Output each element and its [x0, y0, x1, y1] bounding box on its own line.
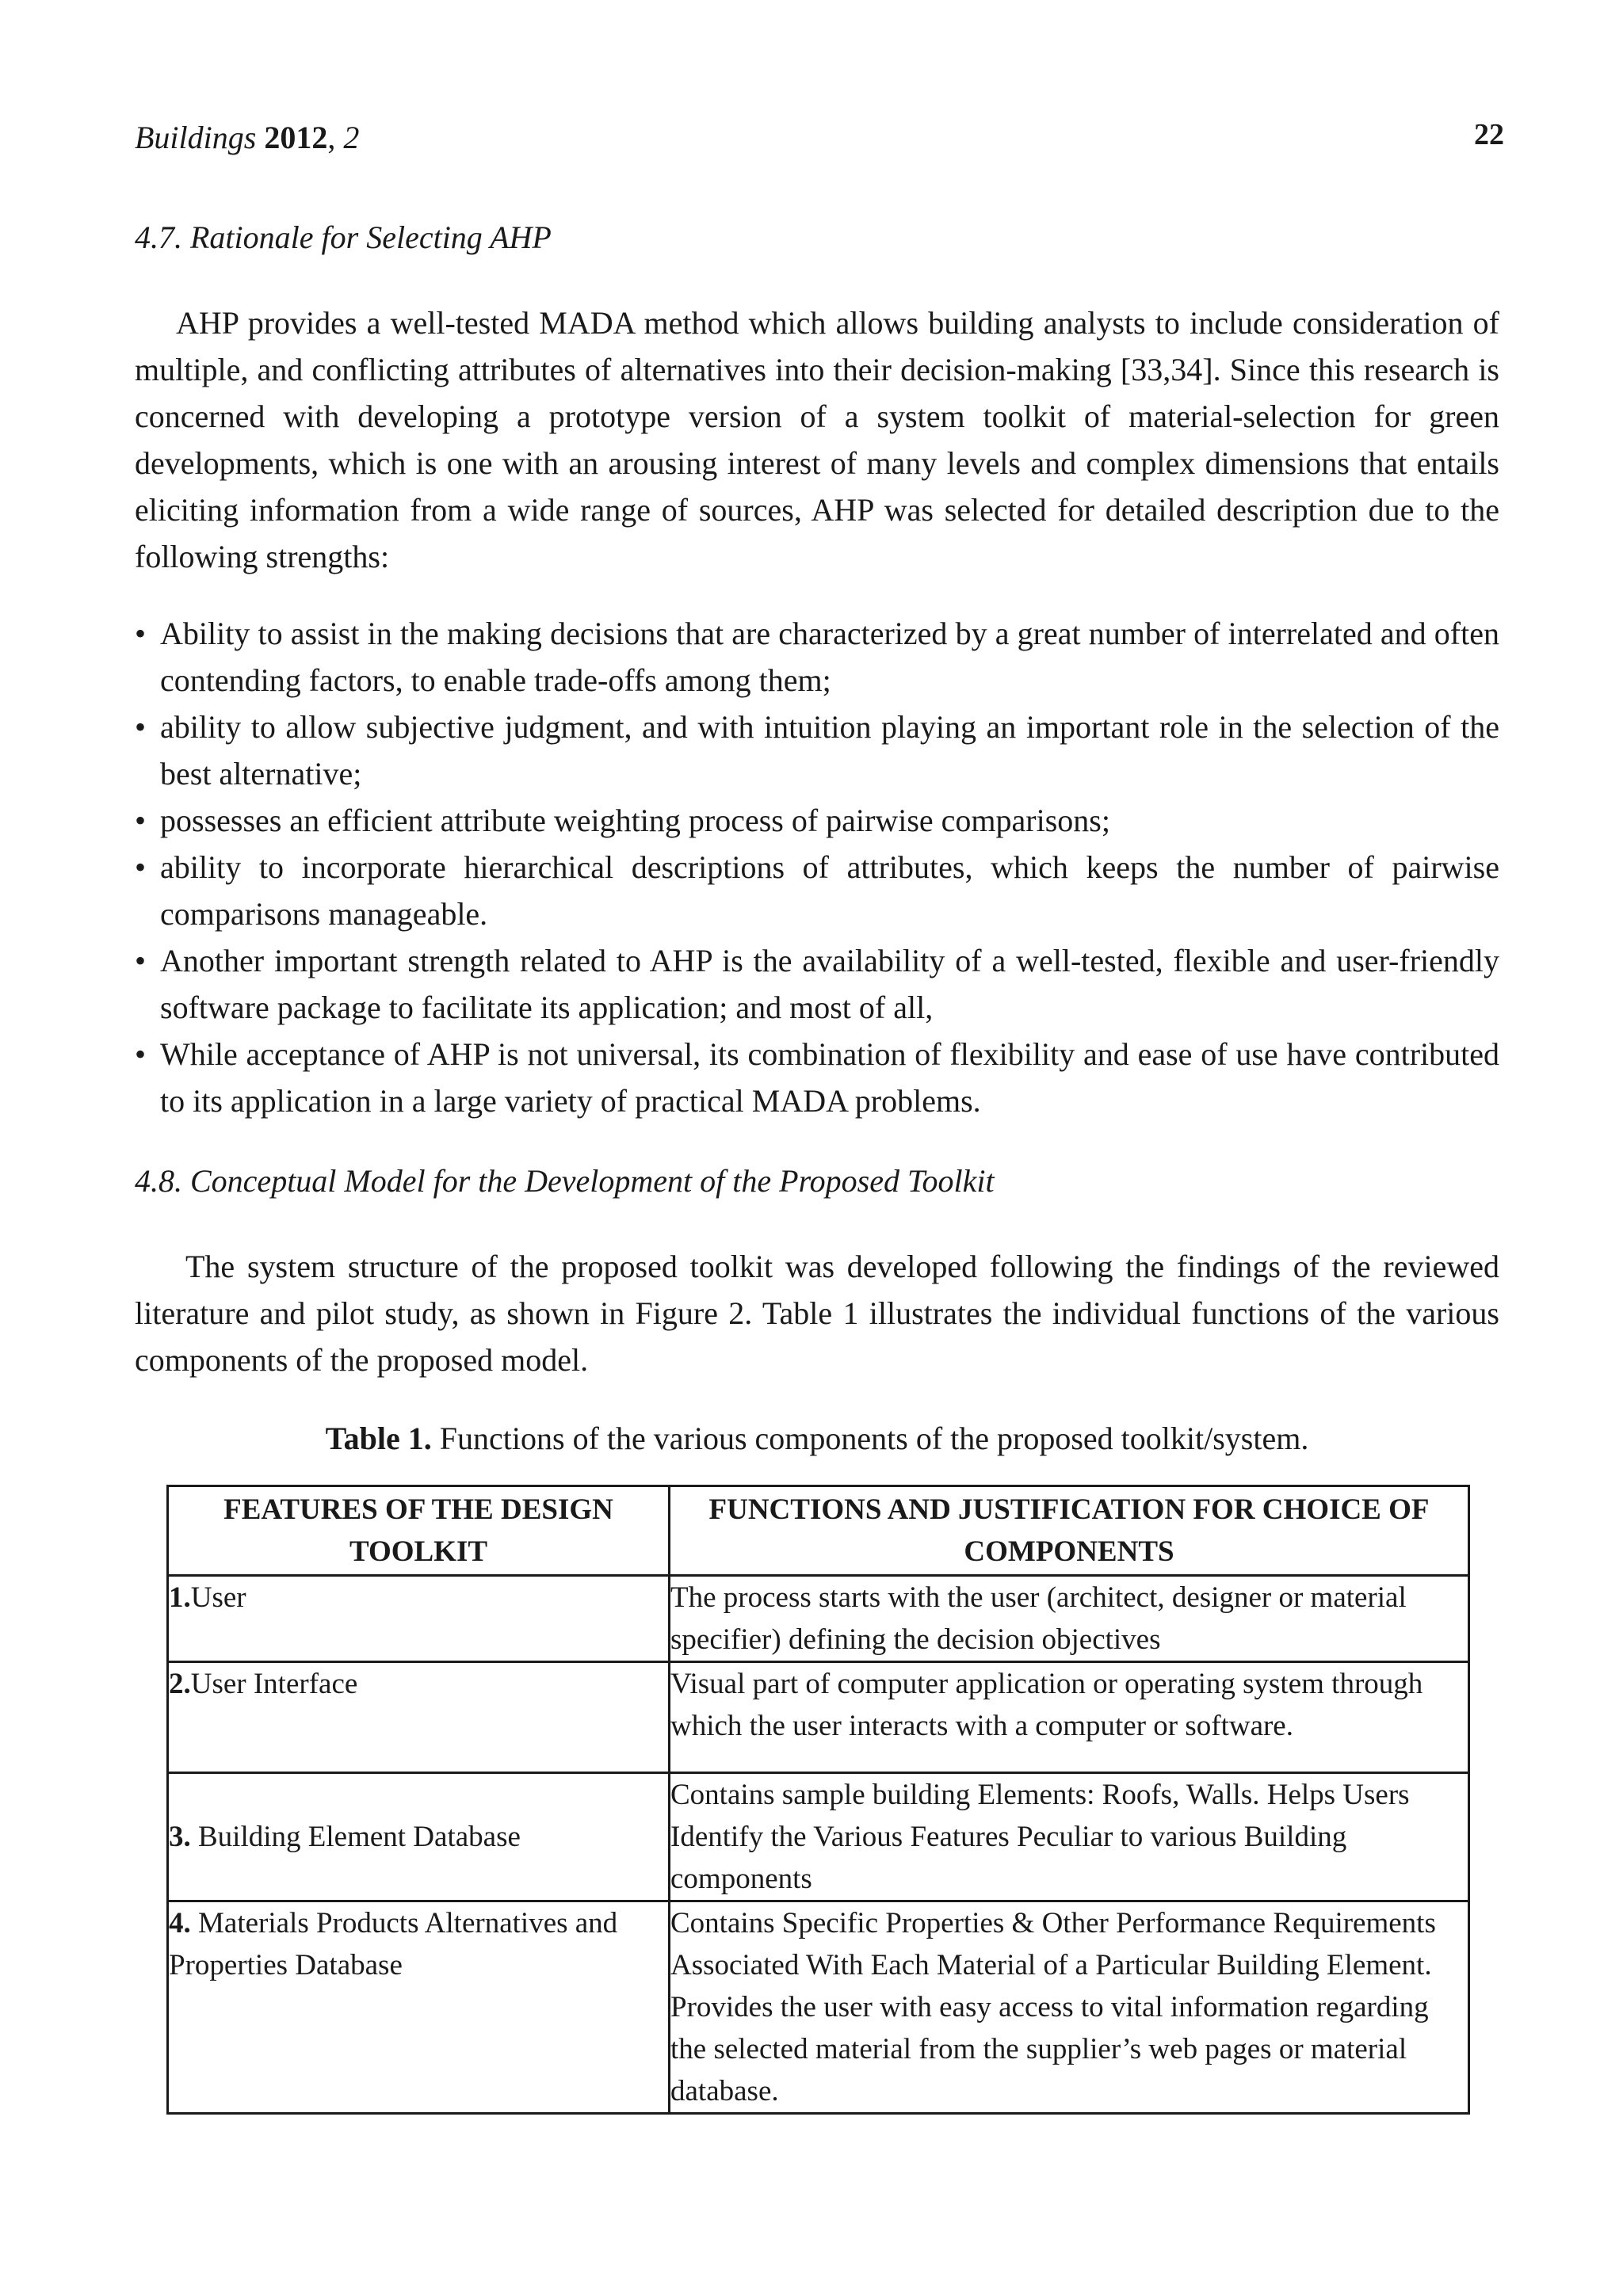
list-item: • ability to allow subjective judgment, and with intuition playing an important role in the selection of the best alternative; [135, 704, 1499, 797]
paragraph-conceptual-model: The system structure of the proposed toolkit was developed following the findings of the reviewed literature and pilot study, as shown in Figure 2. Table 1 illustrates the individual functions of the various components of the proposed model. [135, 1249, 1499, 1378]
section-heading-4-8: 4.8. Conceptual Model for the Development of the Proposed Toolkit [135, 1163, 995, 1199]
list-item: • ability to incorporate hierarchical descriptions of attributes, which keeps the number of pairwise comparisons manageable. [135, 844, 1499, 937]
strengths-list [135, 610, 1499, 1124]
paragraph-rationale: AHP provides a well-tested MADA method which allows building analysts to include consideration of multiple, and conflicting attributes of alternatives into their decision-making [33,34]. Since this research is concerned with developing a prototype version of a system toolkit of material-selection for green developments, which is one with an arousing interest of many levels and complex dimensions that entails eliciting information from a wide range of sources, AHP was selected for detailed description due to the following strengths: [135, 305, 1499, 574]
bullet-icon: • [135, 709, 147, 745]
bullet-icon: • [135, 849, 147, 885]
bullet-icon: • [135, 943, 147, 978]
page-number: 22 [1474, 118, 1504, 151]
list-item: • possesses an efficient attribute weighting process of pairwise comparisons; [135, 797, 1499, 844]
bullet-icon: • [135, 1036, 147, 1072]
column-header-features: FEATURES OF THE DESIGN TOOLKIT [168, 1486, 670, 1576]
feature-cell: 4. Materials Products Alternatives and Properties Database [168, 1901, 670, 2114]
list-item: • Ability to assist in the making decisions that are characterized by a great number of interrelated and often contending factors, to enable trade-offs among them; [135, 610, 1499, 704]
table-row [168, 1773, 1469, 1901]
table-row [168, 1662, 1469, 1773]
function-cell: Visual part of computer application or operating system through which the user interacts with a computer or software. [670, 1662, 1469, 1773]
table-header-row [168, 1486, 1469, 1576]
table-caption [135, 1415, 1499, 1463]
journal-volume: 2 [343, 120, 360, 155]
running-header: Buildings 2012, 2 [135, 120, 360, 155]
journal-name: Buildings [135, 120, 257, 155]
main-content [135, 214, 1499, 2115]
section-heading-4-7: 4.7. Rationale for Selecting AHP [135, 219, 552, 255]
bullet-icon: • [135, 616, 147, 651]
function-cell: The process starts with the user (architect, designer or material specifier) defining the decision objectives [670, 1576, 1469, 1662]
feature-cell: 2.User Interface [168, 1662, 670, 1773]
list-item: • While acceptance of AHP is not universal, its combination of flexibility and ease of use have contributed to its application in a large variety of practical MADA problems. [135, 1031, 1499, 1124]
function-cell: Contains sample building Elements: Roofs, Walls. Helps Users Identify the Various Features Peculiar to various Building components [670, 1773, 1469, 1901]
journal-year: 2012 [264, 120, 328, 155]
function-cell: Contains Specific Properties & Other Performance Requirements Associated With Each Material of a Particular Building Element. Provides the user with easy access to vital information regarding the selected material from the supplier’s web pages or material database. [670, 1901, 1469, 2114]
column-header-functions: FUNCTIONS AND JUSTIFICATION FOR CHOICE OF COMPONENTS [670, 1486, 1469, 1576]
feature-cell: 1.User [168, 1576, 670, 1662]
table-caption-text: Functions of the various components of the proposed toolkit/system. [439, 1421, 1309, 1456]
features-table [166, 1485, 1470, 2115]
feature-cell: 3. Building Element Database [168, 1773, 670, 1901]
list-item: • Another important strength related to AHP is the availability of a well-tested, flexible and user-friendly software package to facilitate its application; and most of all, [135, 937, 1499, 1031]
bullet-icon: • [135, 803, 147, 838]
table-row [168, 1576, 1469, 1662]
table-caption-label: Table 1. [325, 1421, 432, 1456]
table-row [168, 1901, 1469, 2114]
